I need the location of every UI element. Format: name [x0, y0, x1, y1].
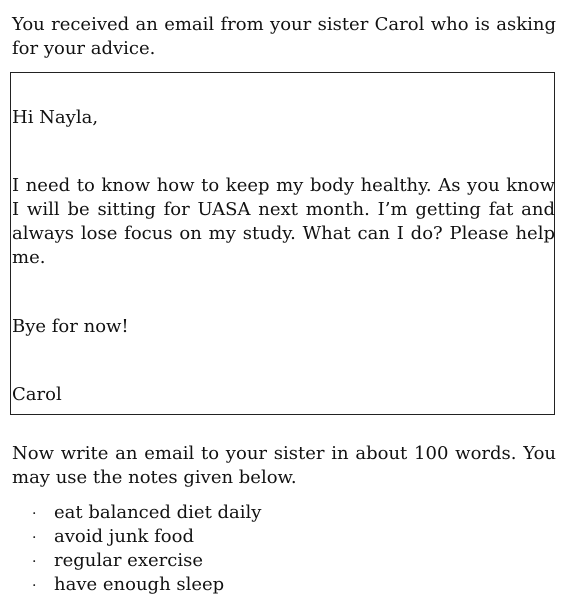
- task-instruction: Now write an email to your sister in about 100 words. You may use the notes given below.: [12, 443, 556, 488]
- list-item: [32, 573, 261, 597]
- email-closing: Bye for now!: [12, 316, 129, 337]
- list-item: [32, 501, 261, 525]
- note-text: have enough sleep: [54, 574, 225, 595]
- email-signature: Carol: [12, 384, 62, 405]
- note-text: regular exercise: [54, 550, 203, 571]
- list-item: [32, 525, 261, 549]
- email-box: [10, 72, 555, 415]
- bullet-dot-icon: ·: [32, 578, 37, 594]
- intro-instruction: You received an email from your sister Carol who is asking for your advice.: [12, 14, 556, 59]
- bullet-dot-icon: ·: [32, 506, 37, 522]
- list-item: [32, 549, 261, 573]
- notes-list: [32, 501, 261, 597]
- bullet-dot-icon: ·: [32, 530, 37, 546]
- note-text: avoid junk food: [54, 526, 194, 547]
- note-text: eat balanced diet daily: [54, 502, 262, 523]
- email-body: I need to know how to keep my body healthy. As you know I will be sitting for UASA next month. I’m getting fat and always lose focus on my study. What can I do? Please help me.: [12, 175, 555, 268]
- email-greeting: Hi Nayla,: [12, 107, 99, 128]
- bullet-dot-icon: ·: [32, 554, 37, 570]
